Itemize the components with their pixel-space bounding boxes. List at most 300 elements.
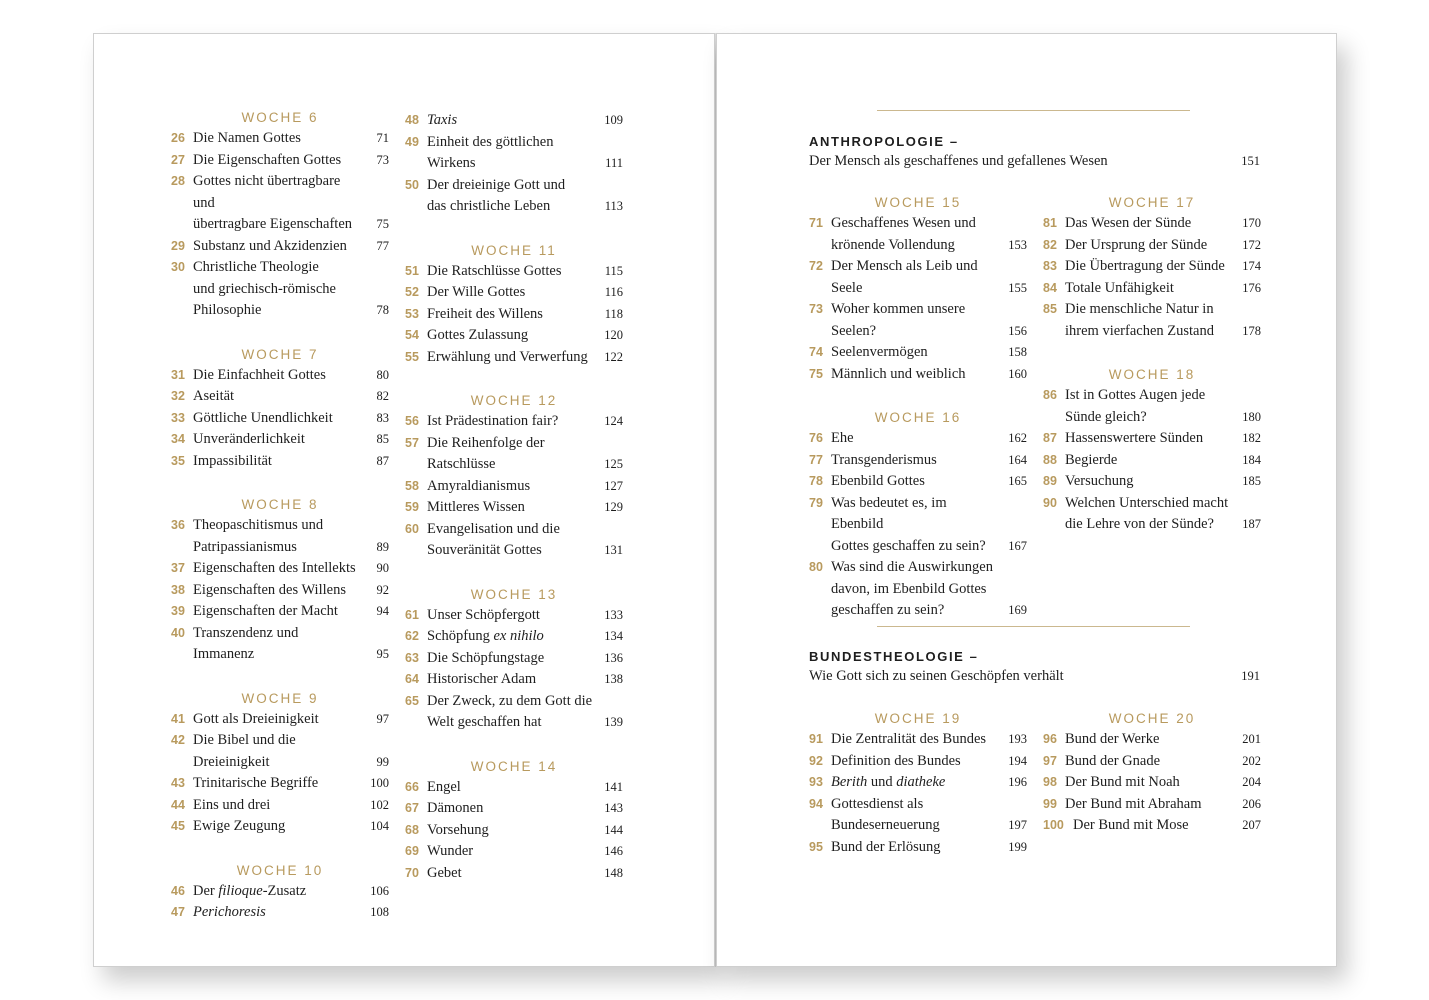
entry-page-number: 162 [1008, 431, 1027, 445]
entry-number: 81 [1043, 216, 1057, 230]
entry-title-part: ex nihilo [493, 628, 544, 644]
entry-page-number: 170 [1242, 216, 1261, 230]
week-spacer [171, 472, 389, 494]
entry-number: 63 [405, 650, 419, 665]
entry-number: 28 [171, 174, 185, 188]
entry-title-line: Was bedeutet es, im Ebenbild [831, 494, 947, 532]
entry-title-line: Der Bund mit Mose [1073, 817, 1189, 833]
entry-page-number: 148 [604, 865, 623, 880]
entry-title [831, 428, 999, 450]
entry-title-line: Gott als Dreieinigkeit [193, 710, 319, 727]
entry-number: 68 [405, 822, 419, 837]
entry-title-line: Evangelisation und die [427, 520, 560, 537]
entry-page-number: 193 [1008, 732, 1027, 746]
entry-title [1065, 493, 1233, 536]
entry-title [193, 816, 361, 838]
entry-number: 27 [171, 152, 185, 167]
entry-page-number: 109 [604, 113, 623, 127]
entry-title-line: Philosophie [193, 302, 262, 318]
entry-title [831, 256, 999, 299]
toc-entry [405, 863, 623, 885]
entry-title-line: Eigenschaften des Willens [193, 581, 346, 598]
entry-title [427, 325, 595, 347]
week-spacer [1043, 342, 1261, 364]
week-heading: WOCHE 14 [470, 758, 558, 774]
entry-title-line: Taxis [427, 112, 458, 128]
entry-number: 44 [171, 797, 185, 812]
entry-title [193, 881, 361, 903]
entry-page-number: 116 [604, 285, 623, 299]
entry-page-number: 185 [1242, 474, 1261, 488]
toc-entry [171, 257, 389, 322]
entry-title-line: Die Eigenschaften Gottes [193, 151, 342, 168]
toc-entry [809, 557, 1027, 622]
toc-entry [171, 601, 389, 623]
entry-page-number: 199 [1008, 839, 1027, 854]
week-spacer [171, 322, 389, 344]
entry-title [1065, 213, 1233, 235]
entry-title-line: Männlich und weiblich [831, 365, 966, 382]
entry-number: 43 [171, 776, 185, 790]
toc-entry [171, 408, 389, 430]
entry-number: 69 [405, 844, 419, 858]
entry-number: 97 [1043, 753, 1057, 768]
entry-number: 87 [1043, 431, 1057, 445]
toc-entry [171, 171, 389, 236]
toc-entry [809, 471, 1027, 493]
entry-number: 41 [171, 711, 185, 726]
entry-title-line: Dreieinigkeit [193, 753, 270, 770]
toc-entry [1043, 299, 1261, 342]
toc-entry [1043, 213, 1261, 235]
toc-entry [171, 365, 389, 387]
entry-number: 59 [405, 500, 419, 514]
entry-title-part: Schöpfung [427, 628, 494, 644]
entry-number: 95 [809, 839, 823, 854]
entry-title [193, 709, 361, 731]
entry-number: 56 [405, 414, 419, 428]
entry-number: 29 [171, 238, 185, 253]
section-divider [877, 626, 1190, 627]
toc-entry [405, 777, 623, 799]
entry-page-number: 89 [376, 539, 389, 554]
entry-title-line: Die Einfachheit Gottes [193, 366, 326, 383]
entry-title [193, 128, 361, 150]
entry-number: 94 [809, 796, 823, 811]
entry-title [831, 213, 999, 256]
toc-entry [171, 451, 389, 473]
entry-title-line: Die Namen Gottes [193, 130, 301, 146]
entry-title-line: Die Reihenfolge der [427, 434, 545, 451]
entry-page-number: 197 [1008, 818, 1027, 832]
entry-page-number: 131 [604, 543, 623, 557]
toc-entry [1043, 794, 1261, 816]
entry-number: 66 [405, 779, 419, 794]
toc-entry [1043, 471, 1261, 493]
toc-entry [1043, 235, 1261, 257]
entry-number: 31 [171, 367, 185, 382]
entry-title [427, 777, 595, 799]
entry-page-number: 144 [604, 822, 623, 837]
toc-column-right-1 [809, 192, 1027, 622]
entry-title-line: Vorsehung [427, 821, 489, 838]
toc-entry [809, 837, 1027, 859]
entry-number: 67 [405, 801, 419, 815]
entry-title-line: Der Wille Gottes [427, 284, 526, 300]
entry-title [831, 299, 999, 342]
toc-entry [1043, 751, 1261, 773]
entry-title [1073, 815, 1233, 837]
entry-page-number: 184 [1242, 452, 1261, 467]
entry-title [193, 257, 361, 322]
entry-title [831, 729, 999, 751]
week-heading: WOCHE 9 [241, 690, 319, 706]
entry-title-line: Bund der Erlösung [831, 838, 941, 855]
entry-title [193, 730, 361, 773]
toc-entry [171, 902, 389, 924]
entry-title [427, 304, 595, 326]
entry-title-line: das christliche Leben [427, 198, 551, 214]
toc-entry [405, 347, 623, 369]
entry-title-line: Gottes nicht übertragbare und [193, 173, 341, 211]
entry-page-number: 125 [604, 457, 623, 471]
entry-page-number: 113 [604, 199, 623, 213]
entry-number: 55 [405, 349, 419, 364]
entry-page-number: 118 [604, 306, 623, 321]
entry-number: 90 [1043, 495, 1057, 510]
entry-title [427, 476, 595, 498]
entry-number: 30 [171, 260, 185, 274]
entry-title-line: Eigenschaften des Intellekts [193, 560, 356, 576]
entry-number: 26 [171, 131, 185, 145]
entry-number: 80 [809, 560, 823, 574]
entry-title-line: Die Ratschlüsse Gottes [427, 262, 562, 279]
entry-number: 45 [171, 819, 185, 833]
entry-title [193, 386, 361, 408]
toc-entry [405, 691, 623, 734]
entry-number: 70 [405, 865, 419, 880]
toc-column-right-4 [1043, 708, 1261, 837]
entry-page-number: 172 [1242, 237, 1261, 252]
entry-page-number: 180 [1242, 409, 1261, 424]
entry-title [831, 342, 999, 364]
entry-title-line: Gottesdienst als [831, 795, 924, 812]
entry-title-line: Welchen Unterschied macht [1065, 494, 1229, 511]
entry-title [427, 519, 595, 562]
entry-title-line: Der Mensch als Leib und [831, 258, 978, 274]
entry-title [427, 497, 595, 519]
entry-page-number: 174 [1242, 259, 1261, 273]
entry-title [193, 795, 361, 817]
entry-title-line: ihrem vierfachen Zustand [1065, 322, 1214, 339]
entry-page-number: 187 [1242, 517, 1261, 531]
entry-page-number: 182 [1242, 431, 1261, 445]
entry-page-number: 138 [604, 672, 623, 686]
entry-title-line: Welt geschaffen hat [427, 714, 542, 730]
entry-page-number: 153 [1008, 237, 1027, 252]
entry-title [427, 605, 595, 627]
entry-title-line: davon, im Ebenbild Gottes [831, 580, 987, 597]
entry-title-line: Der Zweck, zu dem Gott die [427, 692, 593, 709]
section-page-number: 191 [1241, 669, 1260, 683]
entry-title [1065, 235, 1233, 257]
entry-number: 61 [405, 607, 419, 622]
entry-title-line: Ist in Gottes Augen jede [1065, 387, 1206, 403]
week-spacer [405, 218, 623, 240]
section-subtitle: Der Mensch als geschaffenes und gefallenes Wesen [809, 153, 1108, 169]
toc-column-right-3 [809, 708, 1027, 858]
toc-entry [405, 261, 623, 283]
entry-title-line: Hassenswertere Sünden [1065, 430, 1204, 446]
entry-title [1065, 794, 1233, 816]
entry-page-number: 164 [1008, 452, 1027, 467]
entry-page-number: 71 [376, 131, 389, 145]
entry-title [831, 772, 999, 794]
entry-number: 52 [405, 285, 419, 299]
entry-title-line: Dämonen [427, 800, 484, 816]
toc-entry [809, 256, 1027, 299]
toc-entry [171, 515, 389, 558]
entry-title [1065, 256, 1233, 278]
toc-entry [809, 342, 1027, 364]
toc-entry [405, 626, 623, 648]
entry-page-number: 196 [1008, 775, 1027, 789]
entry-page-number: 158 [1008, 345, 1027, 359]
entry-title [427, 669, 595, 691]
entry-page-number: 82 [376, 389, 389, 403]
section-subtitle-row [809, 151, 1260, 171]
week-heading: WOCHE 8 [241, 497, 319, 512]
entry-page-number: 90 [376, 561, 389, 575]
entry-title-line: Trinitarische Begriffe [193, 775, 319, 791]
toc-entry [171, 773, 389, 795]
toc-entry [809, 772, 1027, 794]
section-heading-anthropologie [809, 132, 1260, 171]
entry-page-number: 167 [1008, 538, 1027, 553]
entry-page-number: 169 [1008, 603, 1027, 617]
entry-page-number: 80 [376, 367, 389, 382]
toc-entry [405, 110, 623, 132]
entry-title-line: Versuchung [1065, 473, 1134, 489]
entry-page-number: 194 [1008, 753, 1027, 768]
week-heading: WOCHE 19 [874, 711, 962, 726]
entry-title-line: Bundeserneuerung [831, 817, 940, 833]
entry-title [427, 648, 595, 670]
section-label: BUNDESTHEOLOGIE – [809, 649, 979, 664]
entry-title-line: Perichoresis [193, 904, 266, 920]
entry-number: 39 [171, 604, 185, 618]
week-spacer [171, 666, 389, 688]
toc-entry [809, 450, 1027, 472]
toc-entry [1043, 450, 1261, 472]
entry-title-line: Seelen? [831, 322, 877, 339]
entry-page-number: 73 [376, 152, 389, 167]
toc-entry [405, 820, 623, 842]
entry-title [193, 558, 361, 580]
entry-page-number: 129 [604, 500, 623, 514]
toc-entry [405, 325, 623, 347]
entry-title-line: Ebenbild Gottes [831, 473, 925, 489]
toc-entry [405, 497, 623, 519]
entry-page-number: 111 [605, 156, 623, 170]
entry-title-part: diatheke [896, 774, 946, 790]
entry-number: 54 [405, 328, 419, 342]
entry-title-line: Die Zentralität des Bundes [831, 731, 987, 747]
entry-number: 86 [1043, 388, 1057, 402]
entry-title [427, 347, 595, 369]
entry-number: 51 [405, 263, 419, 278]
entry-title [1065, 729, 1233, 751]
entry-number: 38 [171, 582, 185, 597]
entry-title-line: die Lehre von der Sünde? [1065, 516, 1214, 532]
entry-title-part: und [867, 774, 897, 790]
entry-page-number: 75 [376, 217, 389, 231]
entry-number: 34 [171, 432, 185, 446]
entry-title-line: Patripassianismus [193, 538, 297, 555]
entry-page-number: 106 [370, 883, 389, 898]
toc-entry [405, 648, 623, 670]
entry-title [193, 515, 361, 558]
toc-entry [405, 476, 623, 498]
entry-number: 98 [1043, 775, 1057, 789]
entry-page-number: 92 [376, 582, 389, 597]
week-spacer [405, 368, 623, 390]
entry-title-line: Woher kommen unsere [831, 301, 966, 317]
entry-title-line: Gottes Zulassung [427, 327, 529, 343]
toc-entry [809, 729, 1027, 751]
toc-entry [405, 669, 623, 691]
week-heading: WOCHE 15 [874, 195, 962, 210]
entry-page-number: 136 [604, 650, 623, 665]
toc-entry [809, 794, 1027, 837]
entry-page-number: 176 [1242, 280, 1261, 295]
entry-title [427, 820, 595, 842]
toc-entry [171, 236, 389, 258]
entry-page-number: 124 [604, 414, 623, 428]
toc-entry [1043, 428, 1261, 450]
entry-number: 79 [809, 495, 823, 510]
entry-title [1065, 772, 1233, 794]
entry-title [831, 364, 999, 386]
entry-number: 65 [405, 693, 419, 708]
entry-page-number: 108 [370, 905, 389, 919]
week-heading: WOCHE 13 [470, 586, 558, 602]
entry-title-line: Der Bund mit Noah [1065, 774, 1180, 790]
entry-title [427, 433, 595, 476]
entry-page-number: 202 [1242, 753, 1261, 768]
entry-page-number: 78 [376, 303, 389, 317]
entry-page-number: 155 [1008, 280, 1027, 295]
entry-title-line: Seele [831, 279, 863, 296]
entry-title [193, 580, 361, 602]
entry-title-line: Eins und drei [193, 796, 271, 813]
toc-entry [405, 304, 623, 326]
entry-page-number: 100 [370, 776, 389, 790]
entry-page-number: 120 [604, 328, 623, 342]
entry-title [193, 429, 361, 451]
entry-title [831, 471, 999, 493]
entry-number: 46 [171, 883, 185, 898]
entry-title-line: Ehe [831, 430, 854, 446]
entry-page-number: 156 [1008, 323, 1027, 338]
entry-title-line: Freiheit des Willens [427, 305, 543, 322]
entry-title [193, 236, 361, 258]
week-heading: WOCHE 16 [874, 410, 962, 425]
toc-entry [1043, 385, 1261, 428]
entry-number: 57 [405, 435, 419, 450]
entry-page-number: 160 [1008, 366, 1027, 381]
entry-page-number: 204 [1242, 775, 1261, 789]
entry-title-line: Aseität [193, 388, 235, 404]
entry-title [831, 837, 999, 859]
entry-title-line: Der Bund mit Abraham [1065, 795, 1202, 812]
entry-number: 53 [405, 306, 419, 321]
entry-number: 74 [809, 345, 823, 359]
entry-page-number: 207 [1242, 818, 1261, 832]
entry-page-number: 139 [604, 715, 623, 729]
toc-entry [405, 605, 623, 627]
toc-entry [1043, 493, 1261, 536]
entry-title-line: Theopaschitismus und [193, 517, 324, 533]
entry-title-line: Historischer Adam [427, 671, 537, 687]
entry-title [1065, 385, 1233, 428]
entry-number: 73 [809, 302, 823, 316]
entry-page-number: 141 [604, 779, 623, 794]
entry-title [427, 798, 595, 820]
entry-number: 82 [1043, 237, 1057, 252]
entry-title [1065, 428, 1233, 450]
week-spacer [405, 734, 623, 756]
entry-title [193, 451, 361, 473]
week-heading: WOCHE 11 [471, 242, 557, 258]
entry-title [831, 557, 999, 622]
week-heading: WOCHE 7 [241, 346, 319, 362]
toc-entry [171, 709, 389, 731]
entry-title-line: Seelenvermögen [831, 344, 928, 360]
entry-title [427, 411, 595, 433]
entry-number: 64 [405, 672, 419, 686]
toc-entry [809, 213, 1027, 256]
entry-page-number: 178 [1242, 323, 1261, 338]
entry-title [427, 282, 595, 304]
toc-entry [405, 411, 623, 433]
entry-number: 71 [809, 216, 823, 230]
entry-number: 85 [1043, 302, 1057, 316]
entry-number: 36 [171, 518, 185, 532]
entry-title-line: Die Bibel und die [193, 732, 296, 748]
entry-page-number: 206 [1242, 796, 1261, 811]
entry-number: 77 [809, 452, 823, 467]
entry-title [193, 408, 361, 430]
entry-title-line: Ratschlüsse [427, 456, 496, 472]
entry-title-line: Ist Prädestination fair? [427, 413, 559, 429]
entry-number: 50 [405, 177, 419, 192]
entry-number: 91 [809, 732, 823, 746]
entry-title-line: Definition des Bundes [831, 752, 961, 769]
entry-title-line: Impassibilität [193, 452, 272, 469]
entry-title [1065, 278, 1233, 300]
entry-title-line: Engel [427, 778, 461, 795]
entry-number: 35 [171, 453, 185, 468]
entry-title-line: Substanz und Akzidenzien [193, 237, 347, 254]
entry-title [1065, 751, 1233, 773]
entry-title-line: geschaffen zu sein? [831, 602, 945, 618]
entry-title [193, 365, 361, 387]
entry-title [1065, 299, 1233, 342]
entry-page-number: 122 [604, 349, 623, 364]
week-heading: WOCHE 6 [241, 110, 319, 125]
section-subtitle-row [809, 666, 1260, 686]
